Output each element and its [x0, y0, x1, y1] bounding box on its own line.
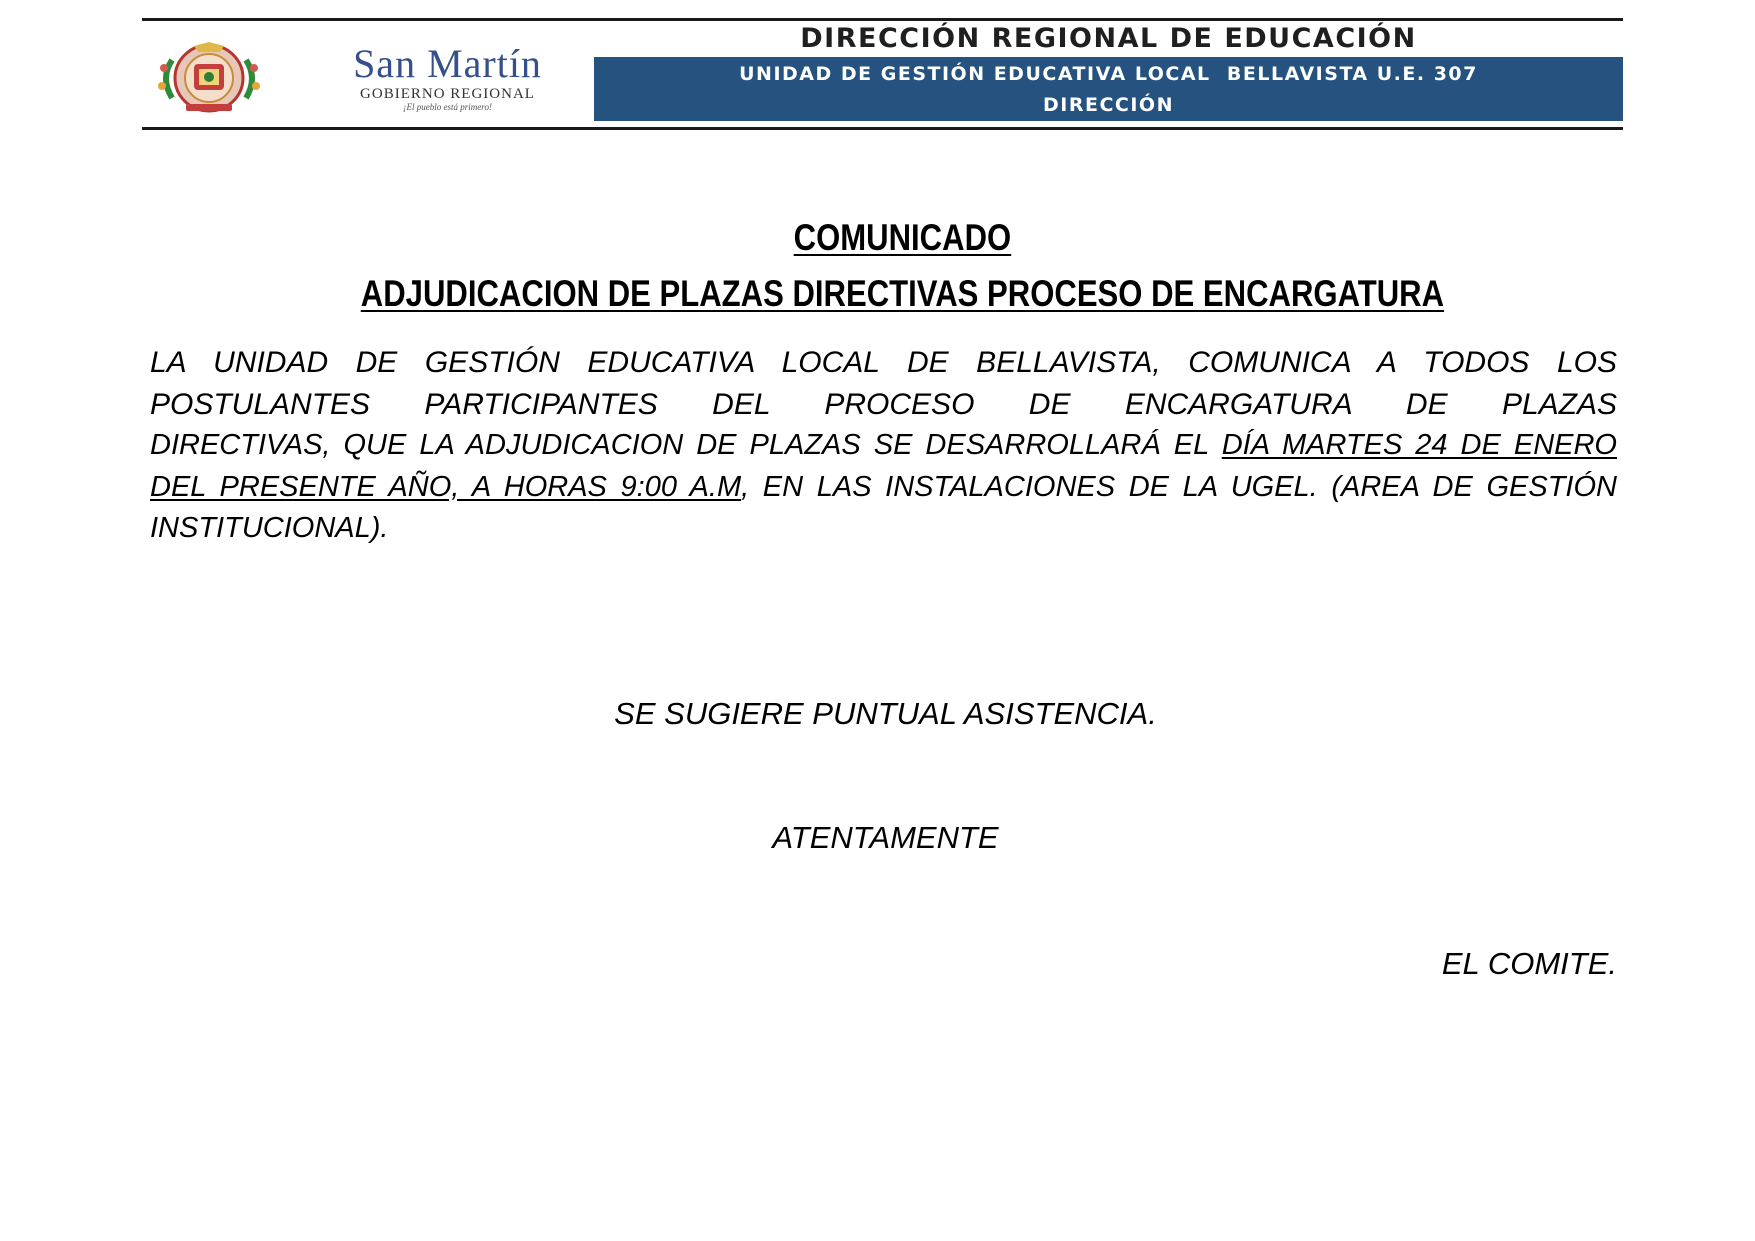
paragraph-line-5 — [150, 508, 1617, 550]
direction-title: DIRECCIÓN REGIONAL DE EDUCACIÓN — [800, 23, 1417, 54]
paragraph-text-4b: , EN LAS INSTALACIONES DE LA UGEL. (AREA DE GESTIÓN — [741, 470, 1617, 503]
closing-text: ATENTAMENTE — [772, 820, 999, 855]
gobierno-regional-brand — [305, 41, 590, 112]
paragraph-time: DEL PRESENTE AÑO, A HORAS 9:00 A.M — [150, 470, 742, 503]
header-bottom-rule — [142, 127, 1623, 130]
brand-tagline: ¡El pueblo está primero! — [403, 102, 492, 112]
document-title: COMUNICADO — [793, 217, 1012, 258]
page-title — [144, 216, 1660, 260]
header-top-rule — [142, 18, 1623, 21]
signature-text: EL COMITE. — [1441, 946, 1617, 981]
ugel-direction: DIRECCIÓN — [1043, 94, 1174, 116]
paragraph-text-3a: DIRECTIVAS, QUE LA ADJUDICACION DE PLAZAS SE DESARROLLARÁ EL — [150, 429, 1222, 461]
document-subtitle: ADJUDICACION DE PLAZAS DIRECTIVAS PROCESO DE ENCARGATURA — [360, 273, 1445, 314]
ugel-banner — [594, 57, 1623, 121]
brand-name: San Martín — [353, 41, 542, 86]
paragraph-line-4 — [150, 467, 1617, 509]
page-subtitle — [144, 272, 1660, 316]
paragraph-text-1: LA UNIDAD DE GESTIÓN EDUCATIVA LOCAL DE BELLAVISTA, COMUNICA A TODOS LOS — [150, 346, 1617, 379]
brand-subtitle: GOBIERNO REGIONAL — [360, 86, 535, 102]
paragraph-line-1 — [150, 342, 1617, 384]
regional-crest-icon — [142, 40, 277, 114]
suggestion-text: SE SUGIERE PUNTUAL ASISTENCIA. — [614, 696, 1157, 731]
paragraph-line-2 — [150, 384, 1617, 426]
ugel-name: UNIDAD DE GESTIÓN EDUCATIVA LOCAL BELLAVISTA U.E. 307 — [739, 63, 1478, 85]
paragraph-line-3 — [150, 425, 1617, 467]
paragraph-date: DÍA MARTES 24 DE ENERO — [1221, 429, 1617, 461]
paragraph-text-2: POSTULANTES PARTICIPANTES DEL PROCESO DE ENCARGATURA DE PLAZAS — [150, 387, 1617, 421]
announcement-paragraph — [150, 342, 1617, 550]
paragraph-text-5: INSTITUCIONAL). — [150, 512, 389, 544]
